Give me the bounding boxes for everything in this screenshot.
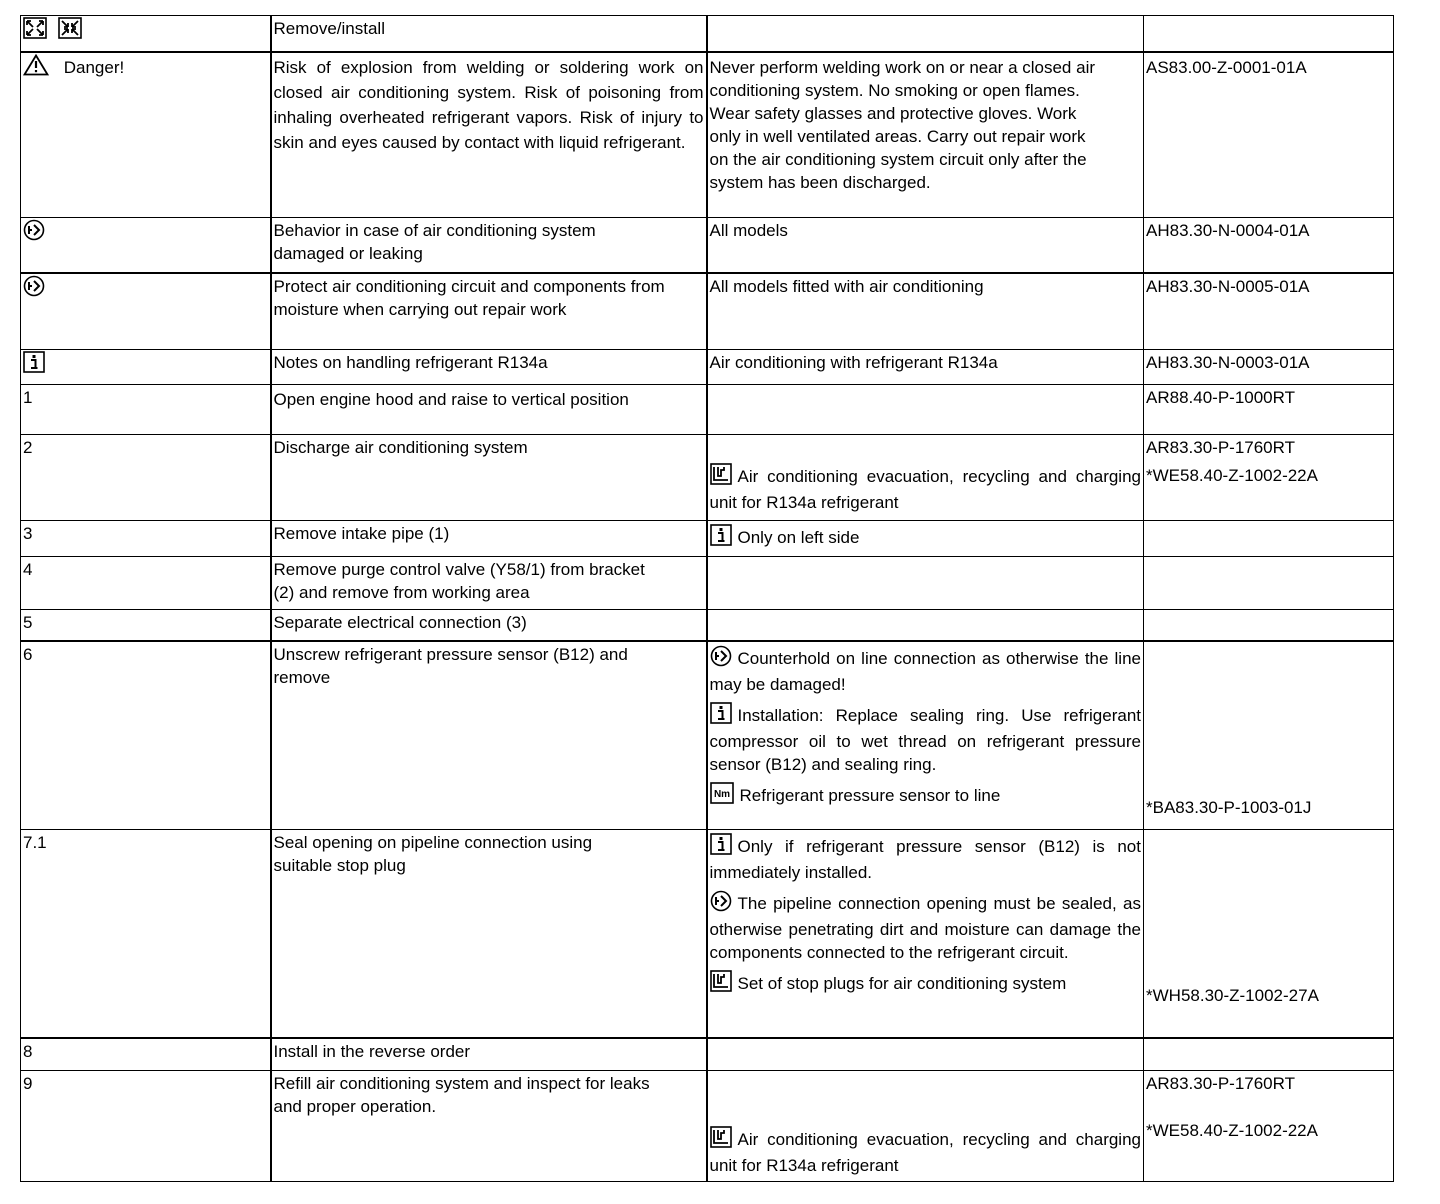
caution-hand-icon bbox=[710, 890, 732, 918]
document-reference[interactable]: AR88.40-P-1000RT bbox=[1146, 388, 1295, 407]
notes-cell bbox=[707, 521, 1144, 557]
note-item bbox=[710, 702, 1142, 776]
operation-text: Open engine hood and raise to vertical position bbox=[273, 390, 629, 409]
note-item bbox=[710, 782, 1142, 810]
step-number: 2 bbox=[23, 438, 33, 457]
operation-cell bbox=[271, 385, 707, 435]
document-reference[interactable]: AH83.30-N-0005-01A bbox=[1146, 276, 1310, 296]
notes-cell bbox=[707, 435, 1144, 521]
notes-cell bbox=[707, 273, 1144, 350]
operation-text: Remove/install bbox=[273, 19, 385, 38]
step-number: 4 bbox=[23, 560, 33, 579]
reference-cell bbox=[1144, 610, 1394, 641]
table-row bbox=[21, 641, 1394, 830]
document-reference[interactable]: AH83.30-N-0004-01A bbox=[1146, 221, 1310, 240]
notes-cell bbox=[707, 557, 1144, 610]
reference-cell bbox=[1144, 435, 1394, 521]
reference-cell bbox=[1144, 641, 1394, 830]
reference-cell bbox=[1144, 350, 1394, 385]
operation-text: Unscrew refrigerant pressure sensor (B12) and remove bbox=[273, 644, 628, 687]
note-item bbox=[710, 890, 1142, 964]
warning-triangle-icon bbox=[23, 54, 49, 82]
info-icon bbox=[710, 833, 732, 861]
step-cell bbox=[21, 385, 271, 435]
operation-text: Notes on handling refrigerant R134a bbox=[273, 353, 548, 372]
table-row bbox=[21, 557, 1394, 610]
step-cell bbox=[21, 1038, 271, 1071]
tool-reference[interactable]: *WE58.40-Z-1002-22A bbox=[1146, 466, 1318, 485]
step-cell bbox=[21, 435, 271, 521]
operation-text: Separate electrical connection (3) bbox=[273, 613, 527, 632]
step-number: 9 bbox=[23, 1074, 33, 1093]
operation-text: Remove purge control valve (Y58/1) from bracket (2) and remove from working area bbox=[273, 560, 645, 602]
operation-cell bbox=[271, 350, 707, 385]
notes-cell bbox=[707, 610, 1144, 641]
table-row bbox=[21, 52, 1394, 218]
note-text: Installation: Replace sealing ring. Use refrigerant compressor oil to wet thread on refrigerant pressure sensor (B12) and sealing ring. bbox=[709, 705, 1141, 774]
operation-text: Install in the reverse order bbox=[273, 1041, 471, 1061]
table-row bbox=[21, 350, 1394, 385]
operation-cell bbox=[271, 1038, 707, 1071]
reference-cell bbox=[1144, 385, 1394, 435]
note-item bbox=[710, 970, 1142, 998]
note-text: Counterhold on line connection as otherwise the line may be damaged! bbox=[709, 648, 1141, 694]
caution-hand-icon bbox=[23, 275, 45, 303]
note-text: Refrigerant pressure sensor to line bbox=[739, 785, 1001, 805]
info-icon bbox=[710, 702, 732, 730]
note-item bbox=[710, 645, 1142, 696]
operation-cell bbox=[271, 1071, 707, 1182]
operation-cell bbox=[271, 830, 707, 1038]
table-row bbox=[21, 610, 1394, 641]
step-number: 5 bbox=[23, 613, 33, 632]
info-icon bbox=[23, 351, 45, 379]
step-number: 8 bbox=[23, 1041, 33, 1061]
reference-cell bbox=[1144, 1038, 1394, 1071]
step-cell bbox=[21, 610, 271, 641]
operation-cell bbox=[271, 52, 707, 218]
notes-cell bbox=[707, 1038, 1144, 1071]
reference-cell bbox=[1144, 521, 1394, 557]
reference-cell bbox=[1144, 218, 1394, 273]
table-row bbox=[21, 16, 1394, 52]
notes-cell bbox=[707, 641, 1144, 830]
note-text: All models bbox=[709, 221, 788, 240]
document-reference[interactable]: AH83.30-N-0003-01A bbox=[1146, 353, 1310, 372]
operation-text: Remove intake pipe (1) bbox=[273, 524, 450, 543]
table-row bbox=[21, 218, 1394, 273]
svg-text:Nm: Nm bbox=[713, 788, 730, 800]
reference-cell bbox=[1144, 557, 1394, 610]
table-row bbox=[21, 521, 1394, 557]
notes-cell bbox=[707, 350, 1144, 385]
tool-icon bbox=[710, 1126, 732, 1154]
caution-hand-icon bbox=[23, 219, 45, 247]
operation-cell bbox=[271, 16, 707, 52]
operation-cell bbox=[271, 435, 707, 521]
notes-cell bbox=[707, 1071, 1144, 1182]
step-number: 6 bbox=[23, 644, 33, 664]
operation-cell bbox=[271, 557, 707, 610]
table-row bbox=[21, 385, 1394, 435]
procedure-table-body bbox=[21, 16, 1394, 1182]
procedure-table bbox=[20, 15, 1394, 1182]
note-text: Air conditioning evacuation, recycling and charging unit for R134a refrigerant bbox=[709, 467, 1141, 512]
notes-cell bbox=[707, 830, 1144, 1038]
tool-reference[interactable]: *WE58.40-Z-1002-22A bbox=[1146, 1121, 1318, 1140]
operation-text: Seal opening on pipeline connection using suitable stop plug bbox=[273, 833, 593, 875]
reference-cell bbox=[1144, 273, 1394, 350]
table-row bbox=[21, 273, 1394, 350]
reference-cell bbox=[1144, 1071, 1394, 1182]
tool-icon bbox=[710, 970, 732, 998]
note-text: Set of stop plugs for air conditioning system bbox=[737, 974, 1067, 993]
operation-cell bbox=[271, 521, 707, 557]
torque-reference[interactable]: *BA83.30-P-1003-01J bbox=[1146, 798, 1312, 817]
note-text: Only if refrigerant pressure sensor (B12) is not immediately installed. bbox=[709, 837, 1141, 882]
step-cell bbox=[21, 52, 271, 218]
tool-reference[interactable]: *WH58.30-Z-1002-27A bbox=[1146, 985, 1319, 1005]
reference-cell bbox=[1144, 830, 1394, 1038]
table-row bbox=[21, 1038, 1394, 1071]
document-reference[interactable]: AR83.30-P-1760RT bbox=[1146, 438, 1295, 457]
notes-cell bbox=[707, 52, 1144, 218]
expand-icon[interactable] bbox=[23, 17, 47, 45]
reference-cell bbox=[1144, 16, 1394, 52]
step-cell bbox=[21, 350, 271, 385]
document-reference[interactable]: AS83.00-Z-0001-01A bbox=[1146, 57, 1307, 77]
torque-nm-icon bbox=[710, 782, 734, 810]
operation-text: Protect air conditioning circuit and components from moisture when carrying out repair work bbox=[273, 276, 665, 319]
step-cell bbox=[21, 521, 271, 557]
document-reference[interactable]: AR83.30-P-1760RT bbox=[1146, 1074, 1295, 1093]
notes-cell bbox=[707, 218, 1144, 273]
notes-cell bbox=[707, 16, 1144, 52]
info-icon bbox=[710, 524, 732, 552]
note-text: The pipeline connection opening must be sealed, as otherwise penetrating dirt and moisture can damage the components connected to the refrigerant circuit. bbox=[709, 894, 1141, 962]
reference-cell bbox=[1144, 52, 1394, 218]
table-row bbox=[21, 1071, 1394, 1182]
operation-cell bbox=[271, 641, 707, 830]
step-number: 7.1 bbox=[23, 833, 47, 852]
step-number: 1 bbox=[23, 388, 33, 407]
note-text: Never perform welding work on or near a closed air conditioning system. No smoking or open flames. Wear safety glasses and protective gloves. Work only in well ventilated areas. Carry out repair work on the air conditioning system circuit only after the system has been discharged. bbox=[709, 57, 1096, 192]
operation-text: Behavior in case of air conditioning system damaged or leaking bbox=[273, 221, 596, 263]
caution-hand-icon bbox=[710, 645, 732, 673]
table-row bbox=[21, 830, 1394, 1038]
note-text: Only on left side bbox=[737, 528, 860, 547]
step-number: 3 bbox=[23, 524, 33, 543]
step-cell bbox=[21, 218, 271, 273]
step-cell bbox=[21, 830, 271, 1038]
operation-cell bbox=[271, 610, 707, 641]
operation-cell bbox=[271, 218, 707, 273]
table-row bbox=[21, 435, 1394, 521]
operation-cell bbox=[271, 273, 707, 350]
note-text: Air conditioning evacuation, recycling and charging unit for R134a refrigerant bbox=[709, 1130, 1141, 1175]
operation-text: Refill air conditioning system and inspect for leaks and proper operation. bbox=[273, 1074, 650, 1116]
operation-text: Discharge air conditioning system bbox=[273, 438, 528, 457]
step-cell bbox=[21, 273, 271, 350]
collapse-icon[interactable] bbox=[58, 17, 82, 45]
note-item bbox=[710, 833, 1142, 884]
note-text: Air conditioning with refrigerant R134a bbox=[709, 353, 998, 372]
tool-icon bbox=[710, 463, 732, 491]
danger-label: Danger! bbox=[63, 57, 125, 77]
step-cell bbox=[21, 641, 271, 830]
step-cell bbox=[21, 1071, 271, 1182]
step-cell bbox=[21, 557, 271, 610]
operation-text: Risk of explosion from welding or soldering work on closed air conditioning system. Risk of poisoning from inhaling overheated refrigerant vapors. Risk of injury to skin and eyes caused by contact with liquid refrigerant. bbox=[273, 57, 704, 152]
notes-cell bbox=[707, 385, 1144, 435]
note-text: All models fitted with air conditioning bbox=[709, 276, 984, 296]
step-cell bbox=[21, 16, 271, 52]
